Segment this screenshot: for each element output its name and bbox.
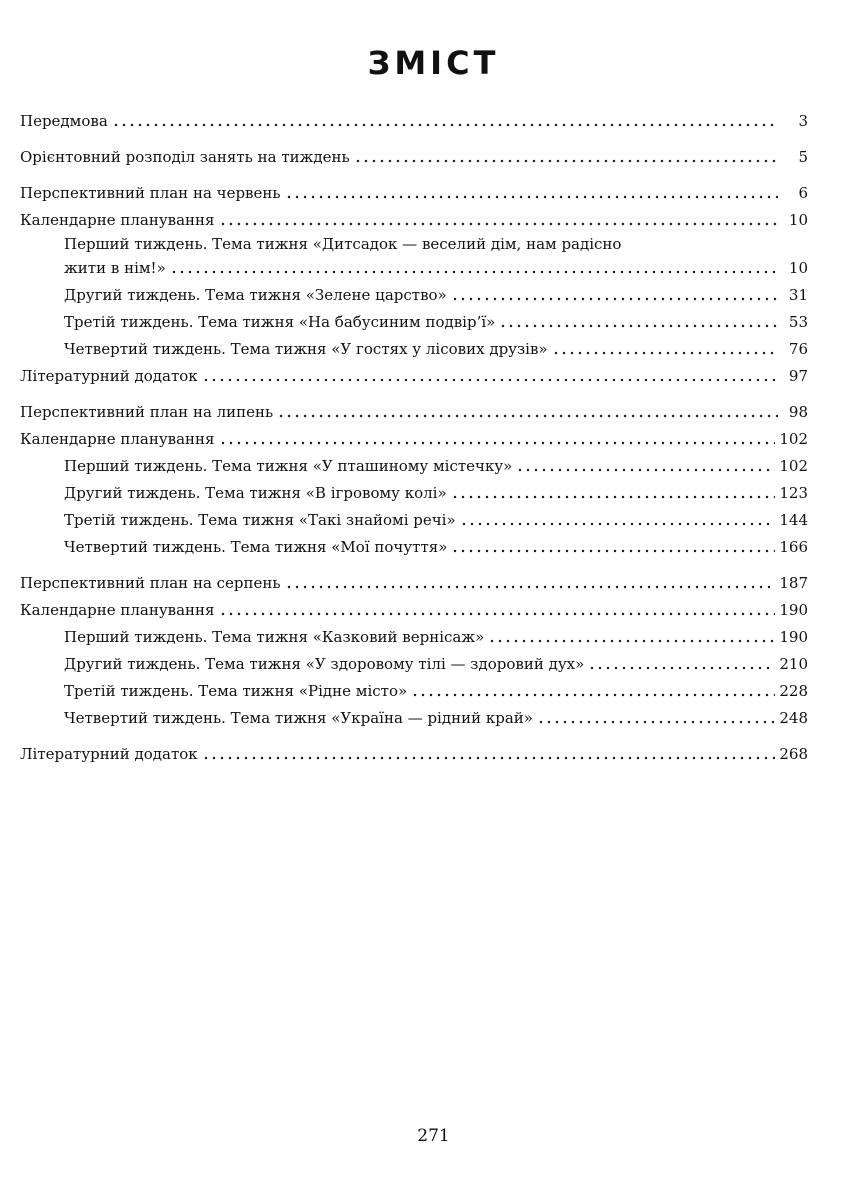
toc-subentry[interactable] — [20, 530, 808, 557]
toc-entry[interactable] — [20, 176, 808, 203]
toc-entry-title: Літературний додаток — [20, 367, 198, 385]
dot-leader — [588, 666, 775, 670]
toc-entry-title: Третій тиждень. Тема тижня «Рідне місто» — [64, 682, 408, 700]
toc-entry-page: 10 — [788, 259, 808, 277]
toc-entry-title: Перший тиждень. Тема тижня «Дитсадок — веселий дім, нам радісно — [64, 235, 622, 253]
dot-leader — [516, 468, 775, 472]
toc-entry[interactable] — [20, 203, 808, 230]
dot-leader — [537, 720, 775, 724]
toc-entry-page: 210 — [779, 655, 808, 673]
toc-entry-title: Календарне планування — [20, 430, 215, 448]
toc-entry-title: Орієнтовний розподіл занять на тиждень — [20, 148, 350, 166]
toc-entry-page: 5 — [798, 148, 808, 166]
toc-entry-page: 248 — [779, 709, 808, 727]
toc-entry-page: 102 — [779, 457, 808, 475]
toc-entry-title: Другий тиждень. Тема тижня «Зелене царство» — [64, 286, 447, 304]
dot-leader — [460, 522, 776, 526]
toc-entry-title: Перспективний план на червень — [20, 184, 281, 202]
dot-leader — [552, 351, 778, 355]
toc-subentry[interactable] — [20, 503, 808, 530]
dot-leader — [202, 756, 776, 760]
dot-leader — [219, 612, 776, 616]
toc-entry-title: Другий тиждень. Тема тижня «У здоровому тілі — здоровий дух» — [64, 655, 585, 673]
toc-subentry[interactable] — [20, 701, 808, 728]
dot-leader — [277, 414, 778, 418]
toc-entry-title: Третій тиждень. Тема тижня «Такі знайомі речі» — [64, 511, 456, 529]
dot-leader — [170, 270, 778, 274]
dot-leader — [202, 378, 778, 382]
toc-entry-title: Четвертий тиждень. Тема тижня «Україна — рідний край» — [64, 709, 533, 727]
page-number: 271 — [417, 1126, 450, 1146]
toc-entry-page: 98 — [788, 403, 808, 421]
toc-entry-page: 53 — [788, 313, 808, 331]
toc-entry-page: 190 — [779, 601, 808, 619]
dot-leader — [112, 123, 778, 127]
dot-leader — [451, 495, 776, 499]
toc-entry-page: 3 — [798, 112, 808, 130]
toc-entry-page: 10 — [788, 211, 808, 229]
toc-subentry[interactable] — [20, 476, 808, 503]
toc-subentry[interactable] — [20, 674, 808, 701]
dot-leader — [354, 159, 778, 163]
dot-leader — [285, 195, 778, 199]
dot-leader — [219, 441, 776, 445]
toc-entry[interactable] — [20, 566, 808, 593]
toc-entry-page: 76 — [788, 340, 808, 358]
toc-entry-page: 190 — [779, 628, 808, 646]
toc-subentry[interactable] — [20, 647, 808, 674]
toc-entry-title: Другий тиждень. Тема тижня «В ігровому колі» — [64, 484, 447, 502]
dot-leader — [219, 222, 778, 226]
dot-leader — [451, 297, 778, 301]
toc-entry[interactable] — [20, 359, 808, 386]
dot-leader — [488, 639, 775, 643]
toc-entry-title: Календарне планування — [20, 211, 215, 229]
table-of-contents — [20, 104, 808, 764]
toc-entry[interactable] — [20, 395, 808, 422]
toc-entry-title: Перший тиждень. Тема тижня «Казковий вернісаж» — [64, 628, 485, 646]
toc-entry-title: Літературний додаток — [20, 745, 198, 763]
dot-leader — [285, 585, 776, 589]
dot-leader — [451, 549, 775, 553]
page-title: ЗМІСТ — [367, 44, 500, 82]
toc-entry[interactable] — [20, 140, 808, 167]
toc-subentry[interactable] — [20, 305, 808, 332]
toc-entry-title: Календарне планування — [20, 601, 215, 619]
toc-entry-page: 144 — [779, 511, 808, 529]
toc-entry-title: Перший тиждень. Тема тижня «У пташиному містечку» — [64, 457, 513, 475]
toc-subentry[interactable] — [20, 620, 808, 647]
dot-leader — [499, 324, 778, 328]
toc-entry-page: 31 — [788, 286, 808, 304]
toc-entry-page: 268 — [779, 745, 808, 763]
toc-subentry[interactable] — [20, 332, 808, 359]
toc-entry-title: Третій тиждень. Тема тижня «На бабусиним подвір’ї» — [64, 313, 496, 331]
toc-subentry[interactable] — [20, 449, 808, 476]
toc-subentry[interactable] — [20, 254, 808, 278]
dot-leader — [411, 693, 775, 697]
toc-entry-title: Четвертий тиждень. Тема тижня «Мої почуття» — [64, 538, 448, 556]
toc-entry-title: Перспективний план на липень — [20, 403, 274, 421]
toc-subentry[interactable] — [20, 278, 808, 305]
toc-entry[interactable] — [20, 593, 808, 620]
toc-entry-title: Передмова — [20, 112, 108, 130]
toc-entry-page: 187 — [779, 574, 808, 592]
toc-entry-page: 102 — [779, 430, 808, 448]
toc-entry-page: 228 — [779, 682, 808, 700]
toc-entry-page: 97 — [788, 367, 808, 385]
toc-subentry-line1[interactable] — [20, 230, 808, 254]
toc-entry[interactable] — [20, 422, 808, 449]
toc-entry-page: 166 — [779, 538, 808, 556]
toc-entry-page: 123 — [779, 484, 808, 502]
toc-entry-page: 6 — [798, 184, 808, 202]
toc-entry[interactable] — [20, 737, 808, 764]
toc-entry-title: Четвертий тиждень. Тема тижня «У гостях у лісових друзів» — [64, 340, 548, 358]
toc-entry-preface[interactable] — [20, 104, 808, 131]
toc-entry-title-continued: жити в нім!» — [64, 259, 166, 277]
toc-entry-title: Перспективний план на серпень — [20, 574, 281, 592]
